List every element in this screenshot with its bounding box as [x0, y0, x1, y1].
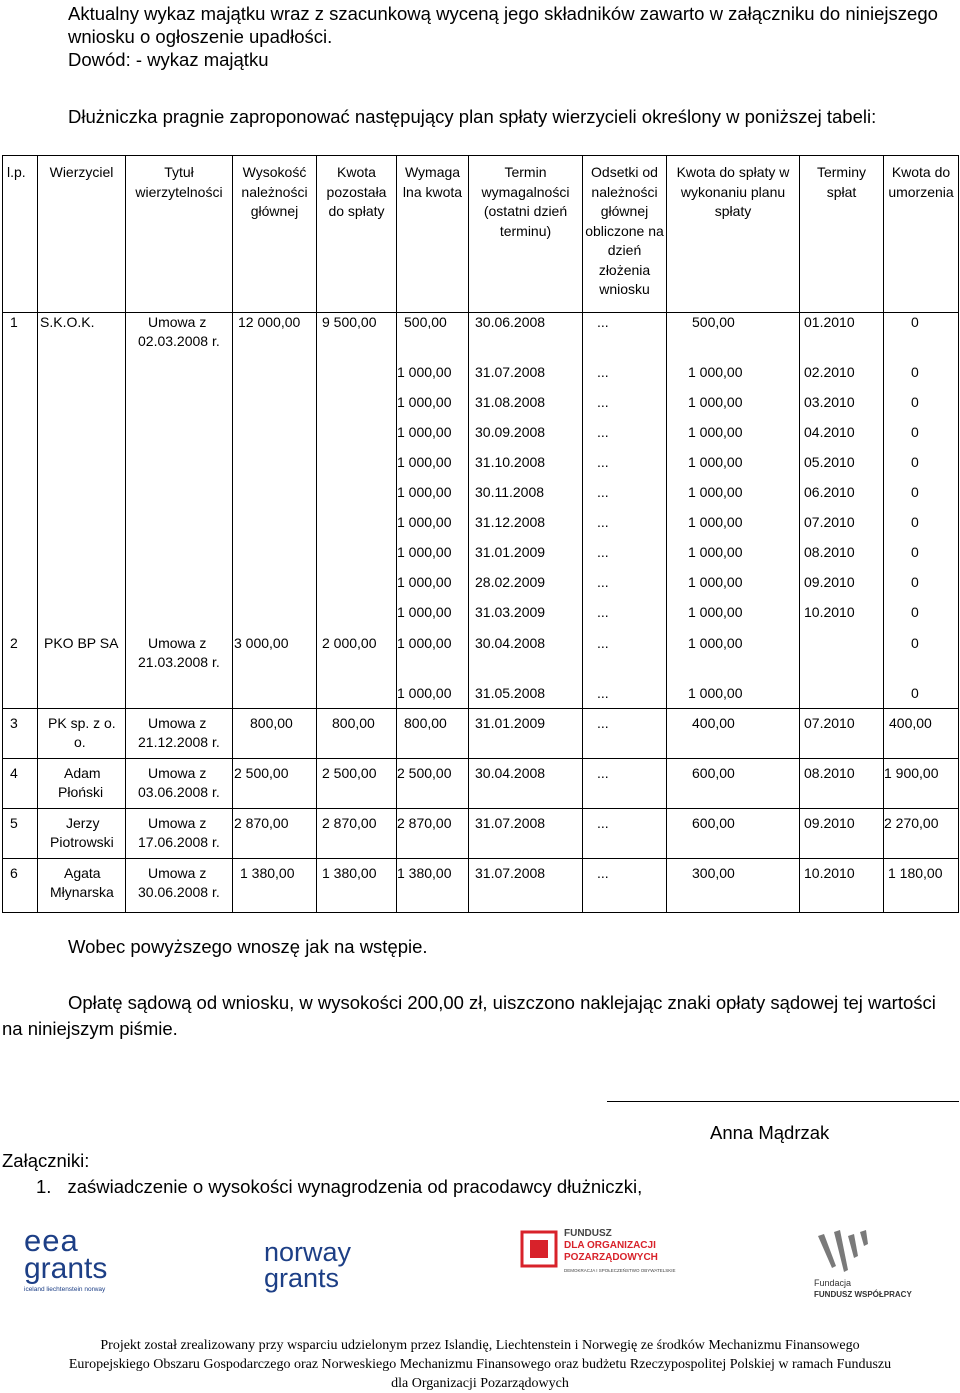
cell-creditor: Agata	[64, 865, 101, 881]
cell-lp: 1	[10, 314, 18, 330]
cell-pay-date: 02.2010	[804, 364, 855, 380]
attachment-number: 1.	[36, 1176, 52, 1197]
cell-due: 1 000,00	[397, 364, 452, 380]
cell-term: 28.02.2009	[475, 574, 546, 590]
cell-interest: ...	[597, 685, 609, 701]
funding-line: dla Organizacji Pozarządowych	[391, 1376, 569, 1391]
cell-payment: 500,00	[692, 314, 735, 330]
cell-payment: 600,00	[692, 765, 735, 781]
cell-remaining: 2 500,00	[322, 765, 377, 781]
fundusz-logo	[520, 1228, 676, 1284]
cell-principal: 2 870,00	[234, 815, 289, 831]
cell-title: 30.06.2008 r.	[138, 884, 220, 900]
cell-title: 21.03.2008 r.	[138, 654, 220, 670]
cell-interest: ...	[597, 394, 609, 410]
cell-pay-date: 07.2010	[804, 715, 855, 731]
cell-term: 31.10.2008	[475, 454, 546, 470]
intro-paragraph	[68, 2, 958, 71]
cell-title: Umowa z	[148, 765, 207, 781]
cell-creditor: o.	[74, 734, 86, 750]
cell-interest: ...	[597, 484, 609, 500]
fundusz-logo-text: FUNDUSZ	[564, 1228, 612, 1239]
cell-interest: ...	[597, 635, 609, 651]
cell-lp: 6	[10, 865, 18, 881]
row-separator	[2, 758, 958, 759]
cell-term: 31.07.2008	[475, 815, 546, 831]
signatory-name: Anna Mądrzak	[710, 1122, 830, 1143]
cell-interest: ...	[597, 574, 609, 590]
cell-creditor: PK sp. z o.	[48, 715, 116, 731]
fundacja-logo-text: FUNDUSZ WSPÓŁPRACY	[814, 1290, 912, 1299]
cell-pay-date: 10.2010	[804, 604, 855, 620]
cell-term: 30.04.2008	[475, 635, 546, 651]
cell-remaining: 2 000,00	[322, 635, 377, 651]
header-creditor: Wierzyciel	[38, 156, 126, 313]
cell-interest: ...	[597, 314, 609, 330]
cell-title: Umowa z	[148, 635, 207, 651]
cell-interest: ...	[597, 765, 609, 781]
cell-remaining: 800,00	[332, 715, 375, 731]
cell-due: 1 000,00	[397, 484, 452, 500]
signature-line	[607, 1101, 959, 1102]
row-separator	[2, 708, 958, 709]
cell-title: 21.12.2008 r.	[138, 734, 220, 750]
cell-write-off: 0	[911, 514, 919, 530]
cell-payment: 1 000,00	[688, 454, 743, 470]
cell-due: 1 000,00	[397, 604, 452, 620]
cell-term: 31.12.2008	[475, 514, 546, 530]
cell-payment: 1 000,00	[688, 635, 743, 651]
cell-creditor: Piotrowski	[50, 834, 114, 850]
cell-pay-date: 08.2010	[804, 765, 855, 781]
plan-intro: Dłużniczka pragnie zaproponować następujący plan spłaty wierzycieli określony w poniższej tabeli:	[68, 106, 877, 127]
cell-write-off: 0	[911, 685, 919, 701]
header-due-date: Termin wymagalności (ostatni dzień terminu)	[469, 156, 583, 313]
cell-term: 30.06.2008	[475, 314, 546, 330]
cell-payment: 1 000,00	[688, 544, 743, 560]
header-remaining: Kwota pozostała do spłaty	[317, 156, 397, 313]
cell-due: 1 000,00	[397, 574, 452, 590]
cell-write-off: 0	[911, 314, 919, 330]
funding-line: Europejskiego Obszaru Gospodarczego oraz Norweskiego Mechanizmu Finansowego oraz budżetu Rzeczypospolitej Polskiej w ramach Funduszu	[68, 1357, 892, 1372]
cell-pay-date: 08.2010	[804, 544, 855, 560]
fundusz-mark-icon	[520, 1230, 560, 1272]
cell-payment: 1 000,00	[688, 364, 743, 380]
cell-write-off: 0	[911, 604, 919, 620]
cell-interest: ...	[597, 364, 609, 380]
cell-title: 03.06.2008 r.	[138, 784, 220, 800]
cell-pay-date: 09.2010	[804, 574, 855, 590]
cell-pay-date: 09.2010	[804, 815, 855, 831]
cell-interest: ...	[597, 715, 609, 731]
cell-pay-date: 03.2010	[804, 394, 855, 410]
header-due-amount: Wymaga lna kwota	[397, 156, 469, 313]
cell-principal: 2 500,00	[234, 765, 289, 781]
header-lp: l.p.	[3, 156, 38, 313]
cell-write-off: 0	[911, 574, 919, 590]
cell-principal: 12 000,00	[238, 314, 301, 330]
table-header-row	[3, 156, 959, 313]
row-separator	[2, 858, 958, 859]
closing-statement: Wobec powyższego wnoszę jak na wstępie.	[68, 936, 428, 957]
cell-term: 30.09.2008	[475, 424, 546, 440]
cell-interest: ...	[597, 815, 609, 831]
eea-logo-text: grants	[24, 1252, 108, 1285]
cell-creditor: PKO BP SA	[44, 635, 119, 651]
cell-due: 1 000,00	[397, 635, 452, 651]
attachment-text: zaświadczenie o wysokości wynagrodzenia od pracodawcy dłużniczki,	[67, 1176, 643, 1197]
cell-title: 02.03.2008 r.	[138, 333, 220, 349]
cell-payment: 1 000,00	[688, 484, 743, 500]
header-interest: Odsetki od należności głównej obliczone na dzień złożenia wniosku	[583, 156, 667, 313]
cell-remaining: 2 870,00	[322, 815, 377, 831]
intro-line: wniosku o ogłoszenie upadłości.	[68, 26, 333, 47]
funding-notice	[0, 1336, 960, 1393]
cell-due: 500,00	[404, 314, 447, 330]
cell-title: 17.06.2008 r.	[138, 834, 220, 850]
cell-lp: 3	[10, 715, 18, 731]
cell-lp: 2	[10, 635, 18, 651]
cell-term: 31.07.2008	[475, 865, 546, 881]
cell-pay-date: 04.2010	[804, 424, 855, 440]
cell-term: 30.11.2008	[475, 484, 545, 500]
cell-term: 31.01.2009	[475, 715, 546, 731]
cell-term: 31.05.2008	[475, 685, 546, 701]
cell-term: 31.01.2009	[475, 544, 546, 560]
cell-due: 1 000,00	[397, 424, 452, 440]
cell-due: 1 000,00	[397, 394, 452, 410]
cell-title: Umowa z	[148, 815, 207, 831]
cell-remaining: 1 380,00	[322, 865, 377, 881]
cell-creditor: S.K.O.K.	[40, 314, 95, 330]
cell-payment: 1 000,00	[688, 514, 743, 530]
cell-write-off: 0	[911, 484, 919, 500]
header-title: Tytuł wierzytelności	[126, 156, 233, 313]
cell-due: 1 000,00	[397, 685, 452, 701]
header-payment: Kwota do spłaty w wykonaniu planu spłaty	[667, 156, 800, 313]
cell-write-off: 1 900,00	[884, 765, 939, 781]
cell-lp: 4	[10, 765, 18, 781]
cell-due: 1 380,00	[397, 865, 452, 881]
attachment-item	[36, 1176, 642, 1198]
cell-interest: ...	[597, 544, 609, 560]
row-separator	[2, 808, 958, 809]
eea-logo-text: eea	[24, 1223, 79, 1258]
cell-payment: 400,00	[692, 715, 735, 731]
cell-due: 1 000,00	[397, 514, 452, 530]
cell-term: 31.03.2009	[475, 604, 546, 620]
cell-interest: ...	[597, 865, 609, 881]
cell-payment: 1 000,00	[688, 574, 743, 590]
cell-write-off: 0	[911, 454, 919, 470]
intro-line: Aktualny wykaz majątku wraz z szacunkową wyceną jego składników zawarto w załączniku do niniejszego	[68, 3, 938, 24]
cell-principal: 1 380,00	[240, 865, 295, 881]
cell-interest: ...	[597, 514, 609, 530]
cell-creditor: Młynarska	[50, 884, 114, 900]
cell-pay-date: 06.2010	[804, 484, 855, 500]
cell-due: 1 000,00	[397, 454, 452, 470]
cell-interest: ...	[597, 454, 609, 470]
attachments-heading: Załączniki:	[2, 1150, 90, 1171]
cell-creditor: Jerzy	[66, 815, 100, 831]
fundusz-logo-subtitle: DEMOKRACJA I SPOŁECZEŃSTWO OBYWATELSKIE	[564, 1268, 676, 1273]
cell-title: Umowa z	[148, 314, 207, 330]
cell-write-off: 400,00	[889, 715, 932, 731]
evidence-line: Dowód: - wykaz majątku	[68, 49, 269, 70]
cell-pay-date: 05.2010	[804, 454, 855, 470]
cell-pay-date: 10.2010	[804, 865, 855, 881]
cell-term: 31.07.2008	[475, 364, 546, 380]
eea-grants-logo	[24, 1223, 134, 1302]
norway-grants-logo	[264, 1237, 374, 1298]
cell-principal: 3 000,00	[234, 635, 289, 651]
cell-term: 30.04.2008	[475, 765, 546, 781]
cell-term: 31.08.2008	[475, 394, 546, 410]
cell-write-off: 0	[911, 635, 919, 651]
cell-remaining: 9 500,00	[322, 314, 377, 330]
fundacja-logo	[800, 1228, 912, 1304]
cell-creditor: Adam	[64, 765, 101, 781]
cell-payment: 600,00	[692, 815, 735, 831]
cell-due: 2 500,00	[397, 765, 452, 781]
cell-creditor: Płoński	[58, 784, 104, 800]
norway-logo-text: grants	[264, 1263, 340, 1293]
cell-payment: 1 000,00	[688, 604, 743, 620]
cell-payment: 300,00	[692, 865, 735, 881]
cell-title: Umowa z	[148, 865, 207, 881]
cell-write-off: 2 270,00	[884, 815, 939, 831]
cell-pay-date: 01.2010	[804, 314, 855, 330]
cell-principal: 800,00	[250, 715, 293, 731]
eea-logo-subtitle: iceland liechtenstein norway	[24, 1286, 106, 1293]
fundusz-logo-text: DLA ORGANIZACJI	[564, 1240, 656, 1251]
fundacja-mark-icon	[814, 1228, 872, 1278]
court-fee-statement: Opłatę sądową od wniosku, w wysokości 200,00 zł, uiszczono naklejając znaki opłaty sądowej tej wartości na niniejszym piśmie.	[2, 992, 936, 1039]
fundusz-logo-text: POZARZĄDOWYCH	[564, 1252, 658, 1263]
header-write-off: Kwota do umorzenia	[884, 156, 959, 313]
cell-write-off: 0	[911, 424, 919, 440]
cell-interest: ...	[597, 604, 609, 620]
cell-title: Umowa z	[148, 715, 207, 731]
cell-write-off: 0	[911, 394, 919, 410]
cell-due: 800,00	[404, 715, 447, 731]
cell-interest: ...	[597, 424, 609, 440]
fundacja-logo-text: Fundacja	[814, 1278, 852, 1288]
cell-write-off: 0	[911, 544, 919, 560]
cell-payment: 1 000,00	[688, 424, 743, 440]
cell-payment: 1 000,00	[688, 685, 743, 701]
cell-lp: 5	[10, 815, 18, 831]
header-payment-dates: Terminy spłat	[800, 156, 884, 313]
cell-pay-date: 07.2010	[804, 514, 855, 530]
funding-line: Projekt został zrealizowany przy wsparciu udzielonym przez Islandię, Liechtenstein i Norwegię ze środków Mechanizmu Finansowego	[100, 1338, 860, 1353]
cell-write-off: 0	[911, 364, 919, 380]
cell-payment: 1 000,00	[688, 394, 743, 410]
cell-due: 2 870,00	[397, 815, 452, 831]
header-principal: Wysokość należności głównej	[233, 156, 317, 313]
cell-due: 1 000,00	[397, 544, 452, 560]
norway-logo-text: norway	[264, 1237, 352, 1267]
cell-write-off: 1 180,00	[888, 865, 943, 881]
